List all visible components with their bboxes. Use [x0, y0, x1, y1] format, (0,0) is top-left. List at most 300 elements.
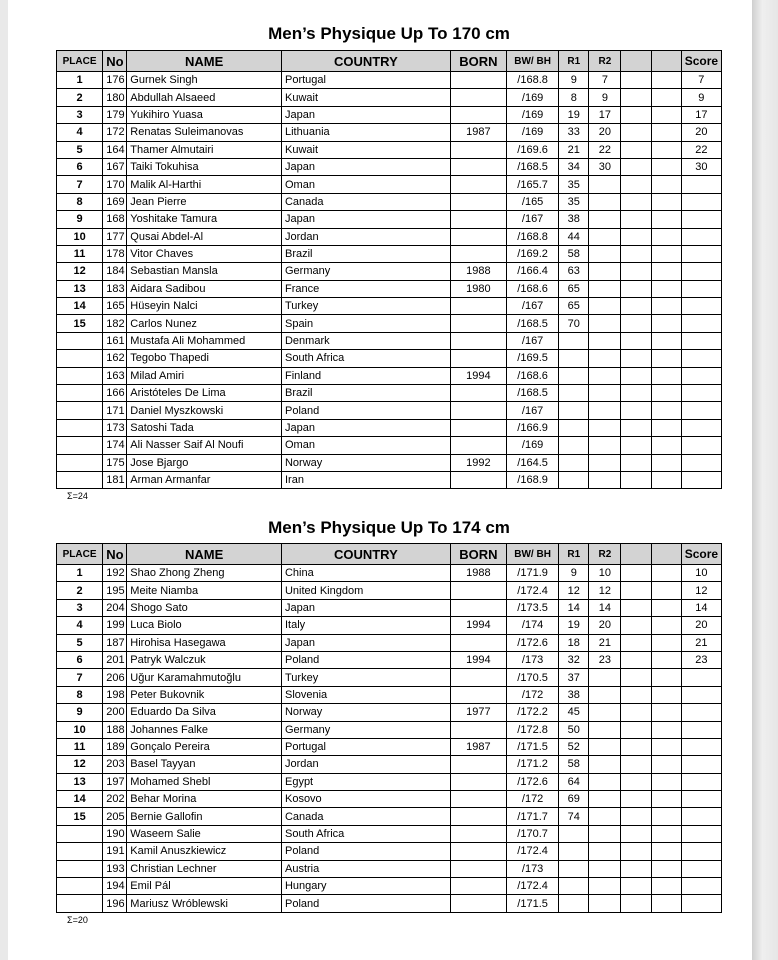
- cell-r1: 18: [559, 634, 589, 651]
- cell-bw: /167: [506, 211, 558, 228]
- cell-place: 6: [57, 651, 103, 668]
- cell-country: Jordan: [281, 228, 450, 245]
- cell-r2: [589, 280, 621, 297]
- cell-no: 199: [103, 617, 127, 634]
- cell-r1: 8: [559, 89, 589, 106]
- cell-r1: 70: [559, 315, 589, 332]
- cell-name: Vitor Chaves: [127, 245, 282, 262]
- cell-r2: [589, 332, 621, 349]
- cell-empty: [621, 721, 651, 738]
- cell-country: Brazil: [281, 385, 450, 402]
- cell-r2: 20: [589, 124, 621, 141]
- cell-no: 195: [103, 582, 127, 599]
- cell-born: [450, 245, 506, 262]
- cell-born: [450, 895, 506, 912]
- cell-name: Aristóteles De Lima: [127, 385, 282, 402]
- cell-r1: [559, 385, 589, 402]
- cell-place: [57, 860, 103, 877]
- cell-r1: 19: [559, 106, 589, 123]
- cell-place: [57, 419, 103, 436]
- header-born: BORN: [450, 51, 506, 72]
- cell-empty: [621, 808, 651, 825]
- cell-bw: /169: [506, 89, 558, 106]
- cell-no: 183: [103, 280, 127, 297]
- cell-empty: [621, 565, 651, 582]
- cell-country: Hungary: [281, 878, 450, 895]
- cell-r2: 10: [589, 565, 621, 582]
- cell-score: [681, 437, 721, 454]
- cell-country: Spain: [281, 315, 450, 332]
- cell-place: 13: [57, 280, 103, 297]
- table-row: [57, 228, 722, 245]
- cell-place: [57, 402, 103, 419]
- cell-empty: [651, 89, 681, 106]
- cell-country: Poland: [281, 843, 450, 860]
- table-row: [57, 843, 722, 860]
- cell-r2: [589, 437, 621, 454]
- table-row: [57, 704, 722, 721]
- cell-born: [450, 756, 506, 773]
- cell-r2: 21: [589, 634, 621, 651]
- cell-born: 1988: [450, 565, 506, 582]
- cell-no: 173: [103, 419, 127, 436]
- cell-country: Germany: [281, 721, 450, 738]
- header-row: [57, 51, 722, 72]
- cell-no: 198: [103, 686, 127, 703]
- table2-sigma: Σ=20: [67, 915, 88, 925]
- results-table-174: [56, 543, 722, 913]
- cell-name: Christian Lechner: [127, 860, 282, 877]
- table1-body: [57, 72, 722, 489]
- cell-empty: [621, 89, 651, 106]
- header-score: Score: [681, 51, 721, 72]
- cell-empty: [651, 245, 681, 262]
- cell-country: France: [281, 280, 450, 297]
- cell-place: [57, 350, 103, 367]
- cell-bw: /173.5: [506, 599, 558, 616]
- cell-place: 6: [57, 158, 103, 175]
- cell-score: 20: [681, 617, 721, 634]
- header-score: Score: [681, 544, 721, 565]
- cell-score: [681, 791, 721, 808]
- cell-score: [681, 176, 721, 193]
- cell-r2: 22: [589, 141, 621, 158]
- table-row: [57, 124, 722, 141]
- cell-score: [681, 756, 721, 773]
- header-empty-1: [621, 51, 651, 72]
- cell-empty: [651, 263, 681, 280]
- cell-empty: [621, 402, 651, 419]
- cell-empty: [621, 634, 651, 651]
- cell-r2: [589, 298, 621, 315]
- cell-born: [450, 471, 506, 488]
- cell-bw: /171.5: [506, 895, 558, 912]
- cell-name: Peter Bukovnik: [127, 686, 282, 703]
- cell-empty: [621, 280, 651, 297]
- cell-r2: 12: [589, 582, 621, 599]
- cell-empty: [621, 895, 651, 912]
- cell-born: 1980: [450, 280, 506, 297]
- table2-title: Men’s Physique Up To 174 cm: [268, 518, 510, 537]
- cell-score: [681, 860, 721, 877]
- cell-r1: [559, 471, 589, 488]
- cell-score: [681, 721, 721, 738]
- cell-place: 13: [57, 773, 103, 790]
- cell-born: [450, 878, 506, 895]
- cell-empty: [621, 176, 651, 193]
- cell-score: [681, 367, 721, 384]
- cell-born: [450, 808, 506, 825]
- header-r1: R1: [559, 51, 589, 72]
- cell-name: Hüseyin Nalci: [127, 298, 282, 315]
- cell-empty: [621, 825, 651, 842]
- cell-score: [681, 350, 721, 367]
- cell-born: [450, 437, 506, 454]
- cell-born: [450, 228, 506, 245]
- cell-born: [450, 402, 506, 419]
- cell-no: 191: [103, 843, 127, 860]
- table-row: [57, 402, 722, 419]
- cell-r2: [589, 454, 621, 471]
- cell-country: Denmark: [281, 332, 450, 349]
- cell-r1: [559, 350, 589, 367]
- cell-country: Oman: [281, 176, 450, 193]
- cell-empty: [651, 437, 681, 454]
- cell-r2: [589, 721, 621, 738]
- cell-no: 205: [103, 808, 127, 825]
- cell-r1: 12: [559, 582, 589, 599]
- cell-empty: [651, 315, 681, 332]
- cell-empty: [651, 721, 681, 738]
- cell-empty: [621, 106, 651, 123]
- cell-no: 171: [103, 402, 127, 419]
- cell-country: Poland: [281, 651, 450, 668]
- table-row: [57, 738, 722, 755]
- cell-place: 14: [57, 791, 103, 808]
- cell-r1: 45: [559, 704, 589, 721]
- cell-empty: [651, 211, 681, 228]
- cell-country: Kosovo: [281, 791, 450, 808]
- cell-r2: [589, 704, 621, 721]
- cell-place: 10: [57, 228, 103, 245]
- cell-score: [681, 385, 721, 402]
- cell-name: Patryk Walczuk: [127, 651, 282, 668]
- cell-no: 175: [103, 454, 127, 471]
- cell-bw: /172.6: [506, 634, 558, 651]
- cell-r2: 30: [589, 158, 621, 175]
- table-row: [57, 158, 722, 175]
- cell-no: 182: [103, 315, 127, 332]
- cell-r2: [589, 669, 621, 686]
- cell-place: 12: [57, 756, 103, 773]
- cell-name: Behar Morina: [127, 791, 282, 808]
- cell-bw: /167: [506, 298, 558, 315]
- cell-r2: [589, 808, 621, 825]
- cell-name: Thamer Almutairi: [127, 141, 282, 158]
- cell-empty: [651, 704, 681, 721]
- cell-place: 4: [57, 124, 103, 141]
- cell-empty: [651, 298, 681, 315]
- cell-place: [57, 471, 103, 488]
- header-place: PLACE: [57, 544, 103, 565]
- cell-born: [450, 89, 506, 106]
- cell-place: [57, 437, 103, 454]
- cell-empty: [621, 228, 651, 245]
- header-no: No: [103, 544, 127, 565]
- cell-place: 11: [57, 245, 103, 262]
- cell-empty: [621, 756, 651, 773]
- cell-r2: [589, 860, 621, 877]
- table1-sigma: Σ=24: [67, 491, 88, 501]
- cell-no: 201: [103, 651, 127, 668]
- cell-name: Satoshi Tada: [127, 419, 282, 436]
- cell-r1: 65: [559, 298, 589, 315]
- cell-empty: [651, 332, 681, 349]
- cell-empty: [621, 860, 651, 877]
- cell-name: Renatas Suleimanovas: [127, 124, 282, 141]
- cell-place: 8: [57, 193, 103, 210]
- cell-r2: 9: [589, 89, 621, 106]
- table-row: [57, 437, 722, 454]
- cell-bw: /172.4: [506, 582, 558, 599]
- cell-empty: [651, 228, 681, 245]
- cell-empty: [651, 280, 681, 297]
- cell-score: 20: [681, 124, 721, 141]
- cell-empty: [621, 599, 651, 616]
- table-row: [57, 669, 722, 686]
- cell-born: [450, 599, 506, 616]
- cell-score: [681, 686, 721, 703]
- cell-r1: 32: [559, 651, 589, 668]
- cell-empty: [651, 860, 681, 877]
- cell-r1: [559, 843, 589, 860]
- table-row: [57, 280, 722, 297]
- cell-no: 203: [103, 756, 127, 773]
- cell-born: [450, 211, 506, 228]
- header-r2: R2: [589, 544, 621, 565]
- table-row: [57, 211, 722, 228]
- cell-born: [450, 315, 506, 332]
- cell-no: 180: [103, 89, 127, 106]
- cell-no: 202: [103, 791, 127, 808]
- cell-name: Kamil Anuszkiewicz: [127, 843, 282, 860]
- cell-bw: /168.6: [506, 280, 558, 297]
- cell-bw: /172.4: [506, 878, 558, 895]
- cell-r2: [589, 245, 621, 262]
- cell-no: 181: [103, 471, 127, 488]
- cell-name: Mustafa Ali Mohammed: [127, 332, 282, 349]
- table-row: [57, 895, 722, 912]
- table-row: [57, 141, 722, 158]
- cell-country: Japan: [281, 158, 450, 175]
- cell-empty: [621, 141, 651, 158]
- cell-r1: 44: [559, 228, 589, 245]
- table-row: [57, 72, 722, 89]
- cell-place: 2: [57, 89, 103, 106]
- cell-r1: 58: [559, 245, 589, 262]
- cell-empty: [621, 704, 651, 721]
- cell-r1: [559, 367, 589, 384]
- cell-born: 1987: [450, 124, 506, 141]
- cell-score: [681, 315, 721, 332]
- cell-born: [450, 773, 506, 790]
- cell-empty: [621, 773, 651, 790]
- page-edge-shadow: [752, 0, 778, 960]
- cell-score: [681, 843, 721, 860]
- cell-score: 17: [681, 106, 721, 123]
- cell-name: Johannes Falke: [127, 721, 282, 738]
- cell-bw: /172.2: [506, 704, 558, 721]
- cell-empty: [651, 402, 681, 419]
- cell-empty: [651, 582, 681, 599]
- table2-body: [57, 565, 722, 913]
- cell-born: [450, 669, 506, 686]
- cell-score: [681, 704, 721, 721]
- cell-place: 7: [57, 669, 103, 686]
- cell-empty: [651, 176, 681, 193]
- cell-score: [681, 454, 721, 471]
- cell-no: 178: [103, 245, 127, 262]
- cell-empty: [651, 878, 681, 895]
- cell-r1: [559, 437, 589, 454]
- cell-empty: [621, 315, 651, 332]
- table-row: [57, 332, 722, 349]
- cell-empty: [651, 367, 681, 384]
- cell-no: 163: [103, 367, 127, 384]
- cell-empty: [651, 565, 681, 582]
- cell-r1: 52: [559, 738, 589, 755]
- cell-born: [450, 419, 506, 436]
- cell-r1: [559, 332, 589, 349]
- cell-score: [681, 773, 721, 790]
- cell-empty: [621, 298, 651, 315]
- header-r1: R1: [559, 544, 589, 565]
- cell-place: 12: [57, 263, 103, 280]
- cell-place: 1: [57, 565, 103, 582]
- cell-bw: /170.7: [506, 825, 558, 842]
- header-country: COUNTRY: [281, 51, 450, 72]
- cell-no: 172: [103, 124, 127, 141]
- cell-place: 9: [57, 211, 103, 228]
- cell-no: 196: [103, 895, 127, 912]
- cell-country: Japan: [281, 634, 450, 651]
- cell-r2: [589, 402, 621, 419]
- cell-place: [57, 878, 103, 895]
- cell-country: Japan: [281, 599, 450, 616]
- table-row: [57, 263, 722, 280]
- cell-bw: /170.5: [506, 669, 558, 686]
- cell-country: South Africa: [281, 825, 450, 842]
- cell-name: Basel Tayyan: [127, 756, 282, 773]
- cell-no: 162: [103, 350, 127, 367]
- table-row: [57, 617, 722, 634]
- cell-bw: /168.8: [506, 228, 558, 245]
- cell-bw: /169: [506, 437, 558, 454]
- cell-country: Oman: [281, 437, 450, 454]
- header-name: NAME: [127, 544, 282, 565]
- cell-bw: /174: [506, 617, 558, 634]
- cell-score: [681, 808, 721, 825]
- cell-r1: [559, 419, 589, 436]
- table-row: [57, 756, 722, 773]
- cell-score: [681, 280, 721, 297]
- cell-name: Bernie Gallofin: [127, 808, 282, 825]
- cell-bw: /165: [506, 193, 558, 210]
- cell-place: 8: [57, 686, 103, 703]
- cell-bw: /168.6: [506, 367, 558, 384]
- cell-empty: [621, 124, 651, 141]
- cell-score: [681, 471, 721, 488]
- cell-r1: 35: [559, 176, 589, 193]
- cell-place: 5: [57, 634, 103, 651]
- cell-empty: [621, 878, 651, 895]
- cell-empty: [651, 738, 681, 755]
- cell-born: [450, 825, 506, 842]
- cell-country: Jordan: [281, 756, 450, 773]
- cell-name: Waseem Salie: [127, 825, 282, 842]
- cell-r2: [589, 773, 621, 790]
- cell-country: Canada: [281, 808, 450, 825]
- cell-country: Poland: [281, 402, 450, 419]
- cell-r2: 7: [589, 72, 621, 89]
- cell-r1: 37: [559, 669, 589, 686]
- cell-name: Daniel Myszkowski: [127, 402, 282, 419]
- cell-bw: /165.7: [506, 176, 558, 193]
- cell-country: Austria: [281, 860, 450, 877]
- cell-r1: 14: [559, 599, 589, 616]
- cell-r1: 63: [559, 263, 589, 280]
- cell-empty: [621, 843, 651, 860]
- cell-bw: /168.9: [506, 471, 558, 488]
- cell-born: [450, 158, 506, 175]
- cell-country: Turkey: [281, 298, 450, 315]
- cell-score: [681, 825, 721, 842]
- cell-born: [450, 72, 506, 89]
- cell-r2: [589, 211, 621, 228]
- table-row: [57, 176, 722, 193]
- cell-r2: [589, 471, 621, 488]
- cell-empty: [651, 158, 681, 175]
- table-row: [57, 315, 722, 332]
- cell-empty: [621, 385, 651, 402]
- cell-born: 1987: [450, 738, 506, 755]
- cell-country: Germany: [281, 263, 450, 280]
- cell-born: [450, 634, 506, 651]
- table-row: [57, 106, 722, 123]
- cell-empty: [651, 669, 681, 686]
- cell-name: Shao Zhong Zheng: [127, 565, 282, 582]
- cell-no: 193: [103, 860, 127, 877]
- cell-empty: [651, 634, 681, 651]
- cell-born: 1994: [450, 617, 506, 634]
- cell-country: Slovenia: [281, 686, 450, 703]
- cell-r2: 14: [589, 599, 621, 616]
- cell-r2: [589, 738, 621, 755]
- cell-bw: /172.6: [506, 773, 558, 790]
- cell-bw: /168.5: [506, 385, 558, 402]
- cell-born: [450, 193, 506, 210]
- cell-no: 174: [103, 437, 127, 454]
- cell-name: Ali Nasser Saif Al Noufi: [127, 437, 282, 454]
- cell-name: Mohamed Shebl: [127, 773, 282, 790]
- cell-score: [681, 669, 721, 686]
- cell-r2: [589, 419, 621, 436]
- cell-bw: /166.4: [506, 263, 558, 280]
- cell-bw: /171.9: [506, 565, 558, 582]
- cell-empty: [621, 738, 651, 755]
- cell-empty: [651, 773, 681, 790]
- cell-r1: 38: [559, 686, 589, 703]
